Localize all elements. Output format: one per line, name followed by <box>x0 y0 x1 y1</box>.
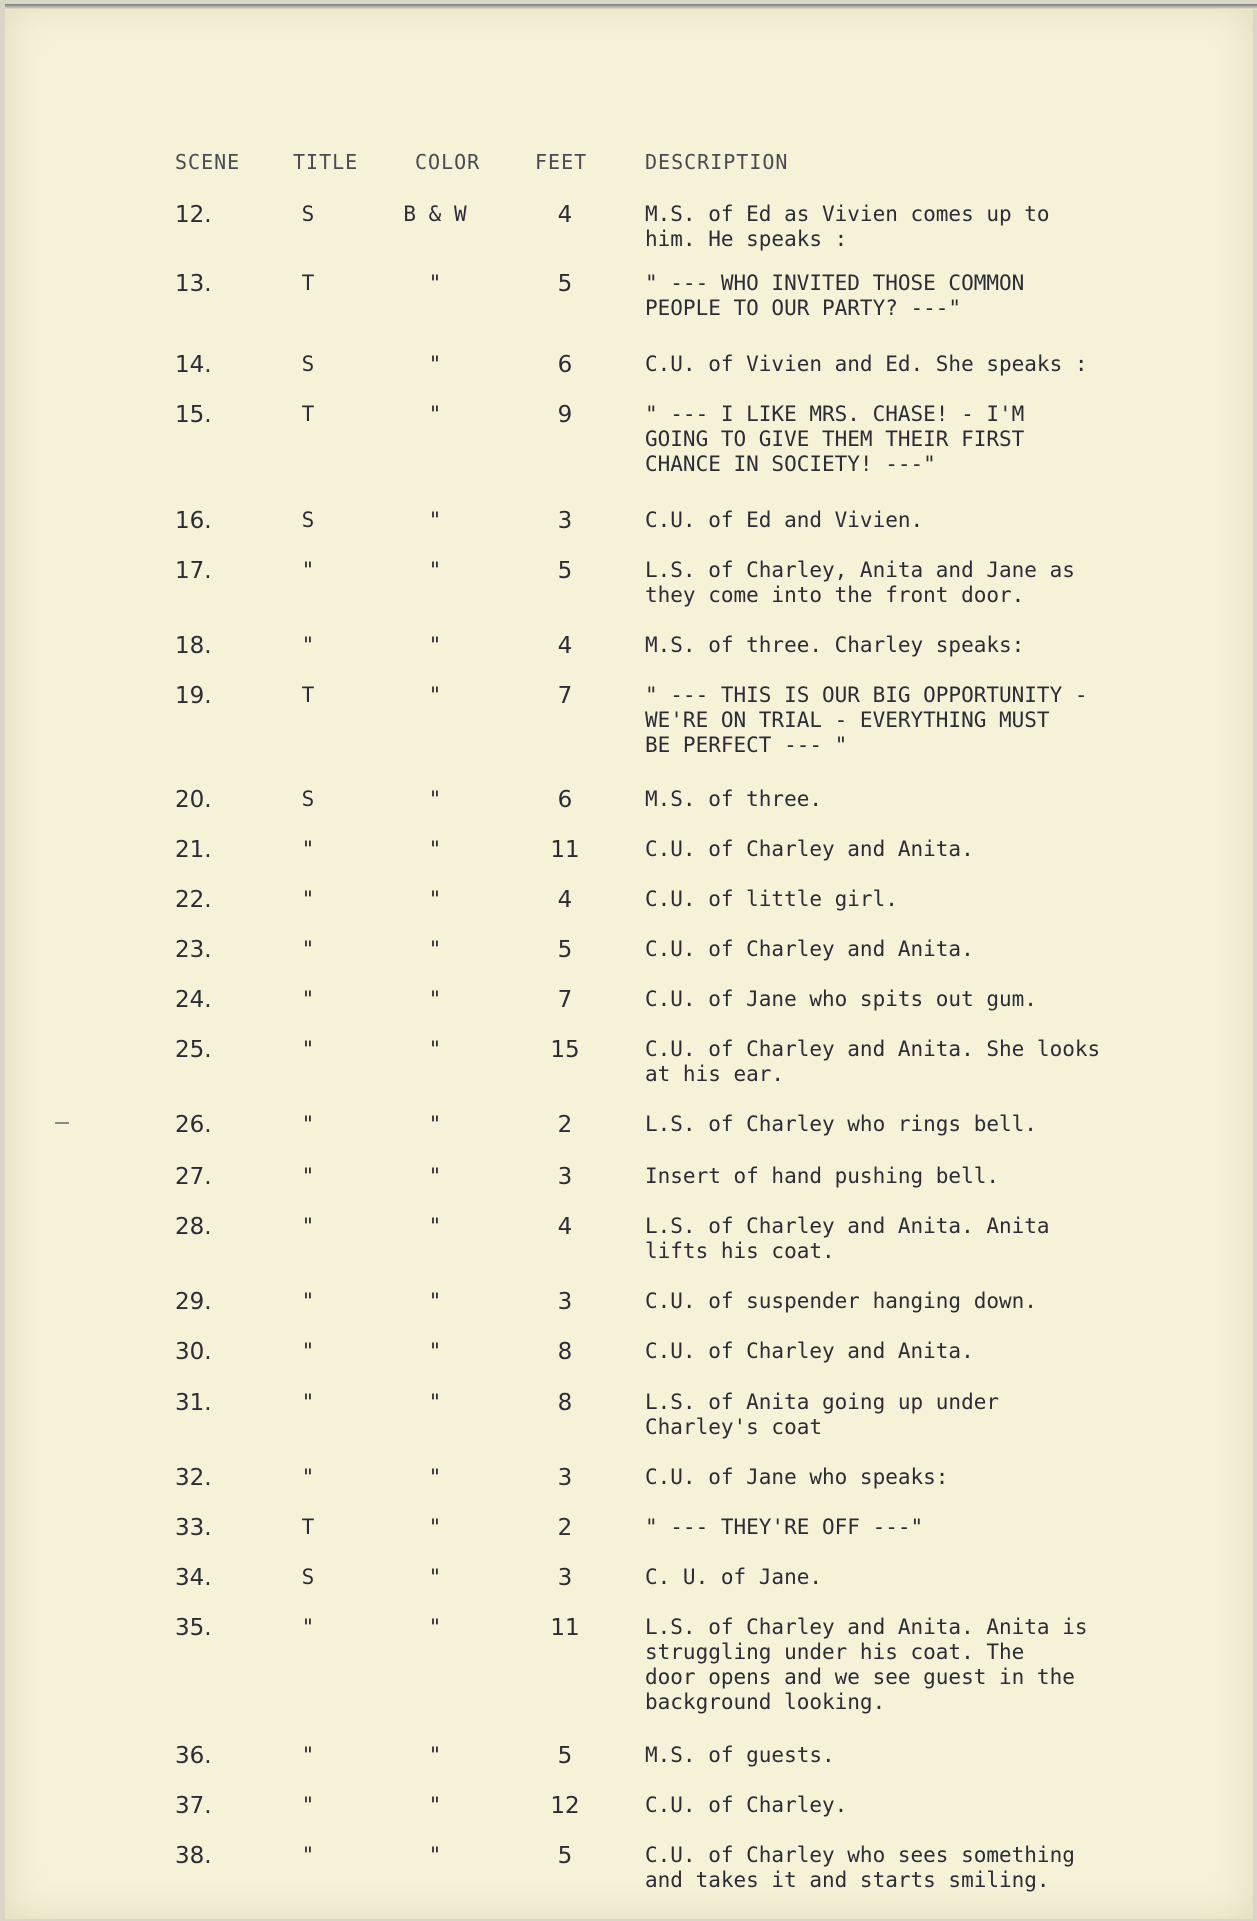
scene-description: " --- THEY'RE OFF ---" <box>645 1515 924 1539</box>
color-value: " <box>428 352 442 376</box>
feet-value: 3 <box>557 1164 573 1190</box>
scene-number: 32. <box>175 1465 212 1491</box>
title-type: " <box>301 1112 315 1136</box>
scene-description: " --- THIS IS OUR BIG OPPORTUNITY - WE'RE ON TRIAL - EVERYTHING MUST BE PERFECT --- " <box>645 683 1088 757</box>
title-type: S <box>301 508 315 532</box>
feet-value: 2 <box>557 1515 573 1541</box>
feet-value: 6 <box>557 787 573 813</box>
scene-description: L.S. of Charley, Anita and Jane as they come into the front door. <box>645 558 1075 607</box>
feet-value: 15 <box>550 1037 580 1063</box>
title-type: " <box>301 887 315 911</box>
scene-description: C.U. of Charley and Anita. <box>645 1339 974 1363</box>
title-type: " <box>301 1164 315 1188</box>
scene-number: 29. <box>175 1289 212 1315</box>
scene-number: 33. <box>175 1515 212 1541</box>
color-value: " <box>428 1289 442 1313</box>
scene-number: 30. <box>175 1339 212 1365</box>
scene-number: 23. <box>175 937 212 963</box>
feet-value: 4 <box>557 633 573 659</box>
color-value: " <box>428 271 442 295</box>
feet-value: 7 <box>557 987 573 1013</box>
scene-number: 15. <box>175 402 212 428</box>
scene-number: 37. <box>175 1793 212 1819</box>
scene-number: 26. <box>175 1112 212 1138</box>
scene-description: C.U. of Charley and Anita. <box>645 937 974 961</box>
scene-number: 19. <box>175 683 212 709</box>
color-value: " <box>428 1112 442 1136</box>
margin-mark <box>55 1122 69 1124</box>
feet-value: 11 <box>550 837 580 863</box>
feet-value: 2 <box>557 1112 573 1138</box>
scene-description: M.S. of three. Charley speaks: <box>645 633 1025 657</box>
feet-value: 7 <box>557 683 573 709</box>
color-value: " <box>428 1214 442 1238</box>
title-type: S <box>301 202 315 226</box>
scene-number: 22. <box>175 887 212 913</box>
feet-value: 6 <box>557 352 573 378</box>
title-type: " <box>301 558 315 582</box>
scene-number: 14. <box>175 352 212 378</box>
feet-value: 12 <box>550 1793 580 1819</box>
scene-number: 31. <box>175 1390 212 1416</box>
title-type: T <box>301 683 315 707</box>
feet-value: 3 <box>557 1289 573 1315</box>
title-type: " <box>301 1037 315 1061</box>
color-value: " <box>428 887 442 911</box>
scene-number: 21. <box>175 837 212 863</box>
title-type: T <box>301 1515 315 1539</box>
color-value: " <box>428 633 442 657</box>
feet-value: 5 <box>557 558 573 584</box>
scene-description: L.S. of Anita going up under Charley's coat <box>645 1390 1000 1439</box>
scene-description: C.U. of Charley who sees something and takes it and starts smiling. <box>645 1843 1075 1892</box>
color-value: " <box>428 558 442 582</box>
title-type: " <box>301 1843 315 1867</box>
scene-description: C.U. of Jane who speaks: <box>645 1465 949 1489</box>
color-value: " <box>428 1565 442 1589</box>
scene-number: 13. <box>175 271 212 297</box>
scene-description: " --- I LIKE MRS. CHASE! - I'M GOING TO GIVE THEM THEIR FIRST CHANCE IN SOCIETY! ---" <box>645 402 1025 476</box>
feet-value: 8 <box>557 1339 573 1365</box>
title-type: S <box>301 352 315 376</box>
scene-description: " --- WHO INVITED THOSE COMMON PEOPLE TO OUR PARTY? ---" <box>645 271 1025 320</box>
scene-description: C. U. of Jane. <box>645 1565 823 1589</box>
color-value: " <box>428 1465 442 1489</box>
header-title: TITLE <box>293 150 359 174</box>
title-type: " <box>301 1214 315 1238</box>
title-type: S <box>301 1565 315 1589</box>
color-value: " <box>428 1793 442 1817</box>
color-value: B & W <box>403 202 467 226</box>
color-value: " <box>428 1339 442 1363</box>
feet-value: 5 <box>557 271 573 297</box>
color-value: " <box>428 987 442 1011</box>
scene-number: 16. <box>175 508 212 534</box>
header-description: DESCRIPTION <box>645 150 789 174</box>
color-value: " <box>428 1037 442 1061</box>
header-scene: SCENE <box>175 150 241 174</box>
feet-value: 5 <box>557 1743 573 1769</box>
color-value: " <box>428 1515 442 1539</box>
color-value: " <box>428 402 442 426</box>
color-value: " <box>428 1843 442 1867</box>
scene-number: 34. <box>175 1565 212 1591</box>
title-type: " <box>301 1339 315 1363</box>
title-type: " <box>301 1743 315 1767</box>
color-value: " <box>428 683 442 707</box>
scene-description: L.S. of Charley and Anita. Anita lifts his coat. <box>645 1214 1050 1263</box>
scene-description: M.S. of guests. <box>645 1743 835 1767</box>
color-value: " <box>428 508 442 532</box>
title-type: T <box>301 402 315 426</box>
color-value: " <box>428 787 442 811</box>
scene-description: C.U. of suspender hanging down. <box>645 1289 1037 1313</box>
scene-description: M.S. of three. <box>645 787 823 811</box>
scene-list <box>5 4 1253 1919</box>
title-type: T <box>301 271 315 295</box>
title-type: " <box>301 837 315 861</box>
title-type: " <box>301 937 315 961</box>
feet-value: 5 <box>557 937 573 963</box>
scene-description: C.U. of Jane who spits out gum. <box>645 987 1037 1011</box>
scene-number: 17. <box>175 558 212 584</box>
feet-value: 3 <box>557 1465 573 1491</box>
color-value: " <box>428 937 442 961</box>
title-type: " <box>301 1615 315 1639</box>
header-color: COLOR <box>415 150 481 174</box>
scene-number: 28. <box>175 1214 212 1240</box>
title-type: S <box>301 787 315 811</box>
scene-description: C.U. of little girl. <box>645 887 898 911</box>
header-feet: FEET <box>535 150 588 174</box>
scene-description: L.S. of Charley and Anita. Anita is struggling under his coat. The door opens and we see guest in the background looking. <box>645 1615 1088 1714</box>
scene-description: C.U. of Charley. <box>645 1793 848 1817</box>
scene-number: 18. <box>175 633 212 659</box>
color-value: " <box>428 1743 442 1767</box>
feet-value: 5 <box>557 1843 573 1869</box>
scene-description: C.U. of Charley and Anita. <box>645 837 974 861</box>
scene-description: L.S. of Charley who rings bell. <box>645 1112 1037 1136</box>
scene-number: 38. <box>175 1843 212 1869</box>
feet-value: 4 <box>557 887 573 913</box>
title-type: " <box>301 1390 315 1414</box>
color-value: " <box>428 1615 442 1639</box>
scene-number: 36. <box>175 1743 212 1769</box>
scene-number: 12. <box>175 202 212 228</box>
color-value: " <box>428 837 442 861</box>
feet-value: 4 <box>557 202 573 228</box>
feet-value: 9 <box>557 402 573 428</box>
feet-value: 4 <box>557 1214 573 1240</box>
scene-number: 24. <box>175 987 212 1013</box>
color-value: " <box>428 1164 442 1188</box>
feet-value: 11 <box>550 1615 580 1641</box>
scene-number: 25. <box>175 1037 212 1063</box>
scene-description: C.U. of Vivien and Ed. She speaks : <box>645 352 1088 376</box>
title-type: " <box>301 987 315 1011</box>
scene-number: 35. <box>175 1615 212 1641</box>
scene-number: 20. <box>175 787 212 813</box>
title-type: " <box>301 1793 315 1817</box>
feet-value: 3 <box>557 1565 573 1591</box>
feet-value: 8 <box>557 1390 573 1416</box>
scene-number: 27. <box>175 1164 212 1190</box>
scene-description: C.U. of Ed and Vivien. <box>645 508 924 532</box>
title-type: " <box>301 633 315 657</box>
title-type: " <box>301 1289 315 1313</box>
scene-description: C.U. of Charley and Anita. She looks at his ear. <box>645 1037 1101 1086</box>
scene-description: Insert of hand pushing bell. <box>645 1164 1000 1188</box>
scene-description: M.S. of Ed as Vivien comes up to him. He speaks : <box>645 202 1050 251</box>
document-page <box>5 4 1253 1919</box>
feet-value: 3 <box>557 508 573 534</box>
color-value: " <box>428 1390 442 1414</box>
title-type: " <box>301 1465 315 1489</box>
